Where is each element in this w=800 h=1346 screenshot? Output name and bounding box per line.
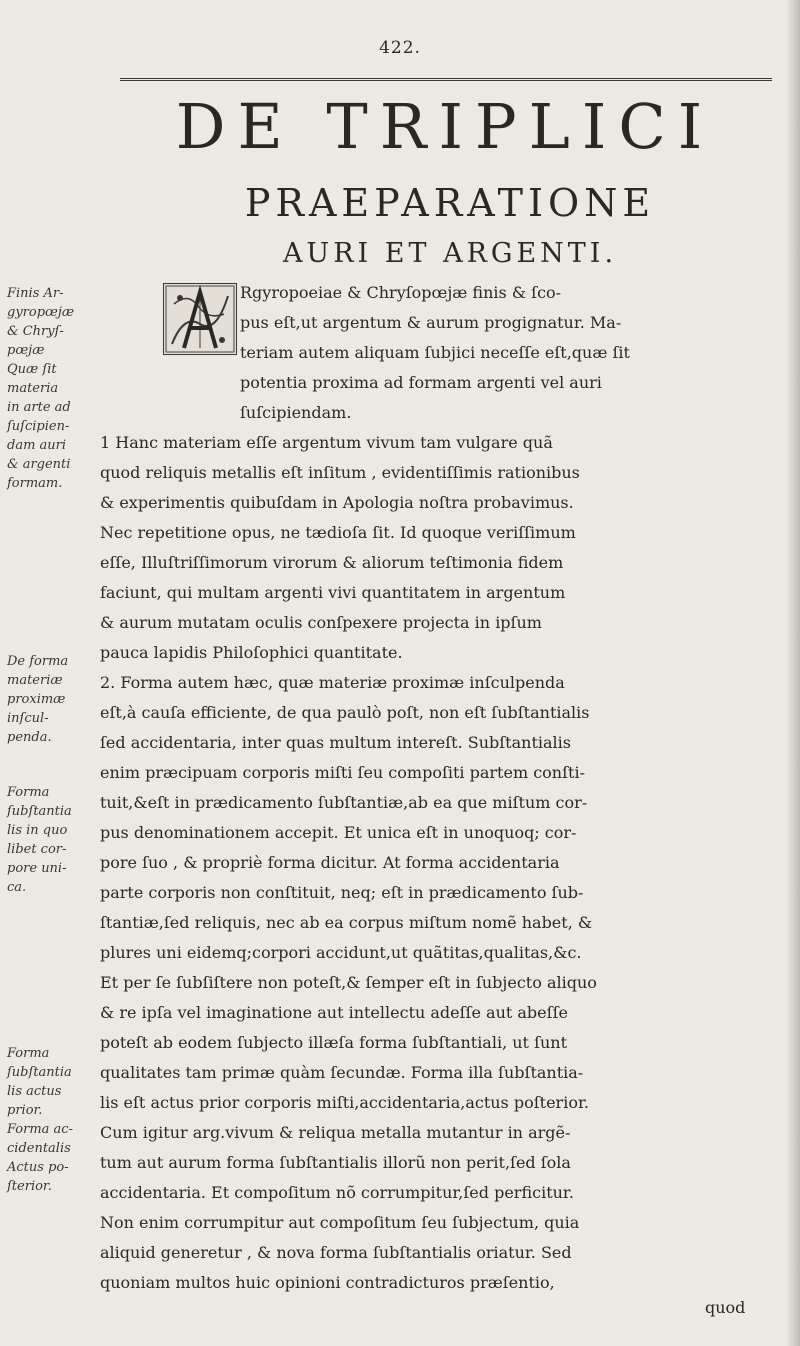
text-line: & aurum mutatam oculis conſpexere projecta in ipſum: [100, 613, 542, 632]
text-line: quod reliquis metallis eſt inſitum , evidentiſſimis rationibus: [100, 463, 580, 482]
text-line: ſtantiæ,ſed reliquis, nec ab ea corpus miſtum nomẽ habet, &: [100, 913, 593, 932]
text-line: eſſe, Illuſtriſſimorum virorum & aliorum teſtimonia fidem: [100, 553, 564, 572]
text-line: & re ipſa vel imaginatione aut intellectu adeſſe aut abeſſe: [100, 1003, 568, 1022]
catchword: quod: [705, 1298, 746, 1317]
text-line: & experimentis quibuſdam in Apologia noſtra probavimus.: [100, 493, 574, 512]
text-line: Non enim corrumpitur aut compoſitum ſeu ſubjectum, quia: [100, 1213, 580, 1232]
text-line: pus denominationem accepit. Et unica eſt in unoquoq; cor-: [100, 823, 577, 842]
title-main: DE TRIPLICI: [175, 90, 715, 163]
page-number: 422.: [379, 38, 421, 58]
page-edge-shadow: [786, 0, 800, 1346]
text-line: pauca lapidis Philoſophici quantitate.: [100, 643, 403, 662]
margin-note: Finis Ar- gyropœjæ & Chryſ- pœjæ Quæ ſit materia in arte ad ſuſcipien- dam auri & argenti formam.: [7, 286, 75, 491]
text-line: ſed accidentaria, inter quas multum intereſt. Subſtantialis: [100, 733, 571, 752]
text-line: Cum igitur arg.vivum & reliqua metalla mutantur in argẽ-: [100, 1123, 571, 1142]
text-line: qualitates tam primæ quàm ſecundæ. Forma illa ſubſtantia-: [100, 1063, 584, 1082]
title-rule: [120, 78, 772, 85]
margin-note: De forma materiæ proximæ inſcul- penda.: [7, 654, 69, 745]
text-line: accidentaria. Et compoſitum nõ corrumpitur,ſed perficitur.: [100, 1183, 574, 1202]
text-line: lis eſt actus prior corporis miſti,accidentaria,actus poſterior.: [100, 1093, 589, 1112]
body-text: [100, 278, 790, 1318]
margin-note: Forma ſubſtantia lis in quo libet cor- pore uni- ca.: [7, 785, 72, 895]
text-line: plures uni eidemq;corpori accidunt,ut quãtitas,qualitas,&c.: [100, 943, 582, 962]
text-line: poteſt ab eodem ſubjecto illæſa forma ſubſtantiali, ut ſunt: [100, 1033, 568, 1052]
text-line: Rgyropoeiae & Chryſopœjæ finis & ſco-: [240, 283, 562, 302]
text-line: enim præcipuam corporis miſti ſeu compoſiti partem conſti-: [100, 763, 585, 782]
text-line: ſuſcipiendam.: [240, 403, 352, 422]
text-line: 1 Hanc materiam eſſe argentum vivum tam vulgare quã: [100, 433, 553, 452]
title-sub: PRAEPARATIONE: [244, 181, 656, 225]
text-line: Et per ſe ſubſiſtere non poteſt,& ſemper eſt in ſubjecto aliquo: [100, 973, 597, 992]
text-line: eſt,à cauſa efficiente, de qua paulò poſt, non eſt ſubſtantialis: [100, 703, 590, 722]
text-line: faciunt, qui multam argenti vivi quantitatem in argentum: [100, 583, 566, 602]
text-line: teriam autem aliquam ſubjici neceſſe eſt,quæ ſit: [240, 343, 630, 362]
margin-note: Forma ſubſtantia lis actus prior. Forma ac- cidentalis Actus po- ſterior.: [7, 1046, 73, 1194]
text-line: tuit,&eſt in prædicamento ſubſtantiæ,ab ea que miſtum cor-: [100, 793, 588, 812]
text-line: pore ſuo , & propriè forma dicitur. At forma accidentaria: [100, 853, 560, 872]
text-line: parte corporis non conſtituit, neq; eſt in prædicamento ſub-: [100, 883, 584, 902]
text-line: Nec repetitione opus, ne tædioſa ſit. Id quoque veriſſimum: [100, 523, 576, 542]
text-line: pus eſt,ut argentum & aurum progignatur. Ma-: [240, 313, 622, 332]
text-line: tum aut aurum forma ſubſtantialis illorũ non perit,ſed ſola: [100, 1153, 571, 1172]
text-line: 2. Forma autem hæc, quæ materiæ proximæ inſculpenda: [100, 673, 565, 692]
text-line: quoniam multos huic opinioni contradicturos præſentio,: [100, 1273, 555, 1292]
title-sub2: AURI ET ARGENTI.: [282, 238, 618, 269]
text-line: aliquid generetur , & nova forma ſubſtantialis oriatur. Sed: [100, 1243, 572, 1262]
text-line: potentia proxima ad formam argenti vel auri: [240, 373, 602, 392]
